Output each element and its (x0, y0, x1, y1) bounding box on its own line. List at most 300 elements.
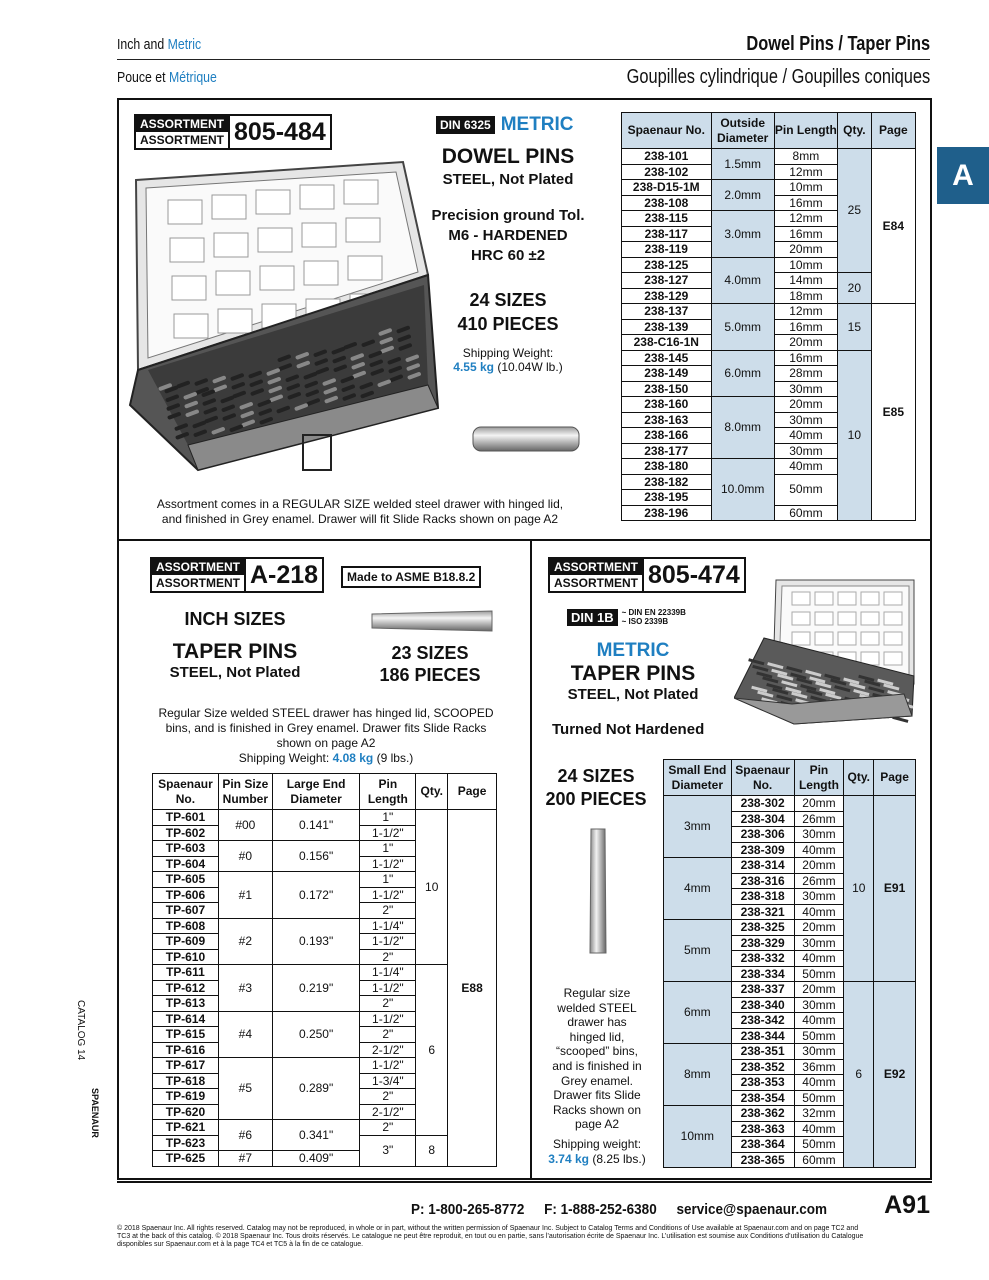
pin-length: 18mm (774, 288, 837, 304)
pin-size-number: #00 (218, 810, 272, 841)
part-number[interactable]: 238-342 (731, 1013, 794, 1029)
pin-length: 32mm (794, 1106, 844, 1122)
col-header: Pin Length (794, 760, 844, 796)
part-number[interactable]: 238-363 (731, 1121, 794, 1137)
dowel-pin-image (470, 424, 582, 454)
lid-label (815, 592, 833, 605)
pin-length: 36mm (794, 1059, 844, 1075)
pin-length: 30mm (794, 827, 844, 843)
large-end-diameter: 0.141" (272, 810, 360, 841)
section-title: Dowel Pins / Taper Pins (746, 33, 930, 55)
brand-logo: SPAENAUR (90, 1088, 100, 1138)
lid-label (344, 180, 378, 204)
part-number[interactable]: TP-620 (153, 1104, 219, 1120)
lid-label (884, 592, 902, 605)
steel-subtitle: STEEL, Not Plated (169, 664, 301, 681)
part-number[interactable]: 238-344 (731, 1028, 794, 1044)
quantity: 8 (416, 1135, 448, 1166)
inch-taper-pin-table (152, 773, 497, 1167)
part-number[interactable]: 238-101 (622, 149, 712, 165)
pin-length: 20mm (794, 920, 844, 936)
pin-length: 40mm (794, 1121, 844, 1137)
part-number[interactable]: 238-340 (731, 997, 794, 1013)
pin-length: 50mm (794, 1090, 844, 1106)
badge-label: ASSORTMENT (152, 559, 244, 575)
part-number[interactable]: 238-334 (731, 966, 794, 982)
part-number[interactable]: 238-145 (622, 350, 712, 366)
col-header: Outside Diameter (711, 113, 774, 149)
pin-length: 40mm (774, 428, 837, 444)
pin-length: 30mm (774, 381, 837, 397)
catalog-page[interactable]: E85 (871, 304, 915, 521)
lid-label (838, 612, 856, 625)
pin-length: 40mm (794, 1075, 844, 1091)
dowel-pin-table (621, 112, 916, 521)
drawer-description (540, 986, 654, 1132)
header-left-french (117, 69, 217, 86)
part-number[interactable]: 238-160 (622, 397, 712, 413)
col-header: Pin Length (774, 113, 837, 149)
asme-standard-box: Made to ASME B18.8.2 (341, 566, 481, 588)
badge-label: ASSORTMENT (554, 576, 638, 590)
small-end-diameter: 4mm (664, 858, 732, 920)
pin-size-number: #0 (218, 841, 272, 872)
lid-label (258, 228, 292, 252)
part-number[interactable]: TP-605 (153, 872, 219, 888)
part-number[interactable]: 238-177 (622, 443, 712, 459)
size-count: 23 SIZES (391, 643, 469, 663)
part-number[interactable]: 238-139 (622, 319, 712, 335)
lid-label (815, 632, 833, 645)
part-number[interactable]: 238-354 (731, 1090, 794, 1106)
pin-length: 2-1/2" (360, 1104, 416, 1120)
part-number[interactable]: 238-329 (731, 935, 794, 951)
drawer-description-line: Racks shown on (552, 1102, 642, 1117)
lid-label (218, 309, 252, 333)
pin-length: 1-1/4" (360, 965, 416, 981)
pin-length: 1" (360, 841, 416, 857)
pin-size-number: #3 (218, 965, 272, 1012)
part-number[interactable]: TP-621 (153, 1120, 219, 1136)
part-number[interactable]: TP-606 (153, 887, 219, 903)
header-metrique-text: Métrique (168, 69, 217, 86)
lid-label (170, 238, 204, 262)
catalog-page[interactable]: E88 (448, 810, 497, 1167)
drawer-description-line: welded STEEL (557, 1000, 637, 1015)
col-header: Large End Diameter (272, 774, 360, 810)
pin-size-number: #6 (218, 1120, 272, 1151)
outside-diameter: 5.0mm (711, 304, 774, 351)
outside-diameter: 10.0mm (711, 459, 774, 521)
part-number[interactable]: TP-601 (153, 810, 219, 826)
part-number[interactable]: 238-127 (622, 273, 712, 289)
din-1b-tag (567, 608, 686, 626)
col-header: Page (871, 113, 915, 149)
lid-label (792, 592, 810, 605)
part-number[interactable]: TP-609 (153, 934, 219, 950)
pin-length: 2" (360, 949, 416, 965)
pin-length: 40mm (794, 904, 844, 920)
pin-length: 1" (360, 810, 416, 826)
pin-length: 20mm (774, 242, 837, 258)
lid-label (815, 612, 833, 625)
part-number[interactable]: 238-352 (731, 1059, 794, 1075)
part-number[interactable]: 238-332 (731, 951, 794, 967)
part-number[interactable]: TP-616 (153, 1042, 219, 1058)
part-number[interactable]: TP-604 (153, 856, 219, 872)
quantity: 20 (838, 273, 872, 304)
drawer-description-line: drawer has (567, 1015, 627, 1030)
part-number[interactable]: TP-614 (153, 1011, 219, 1027)
part-number[interactable]: 238-351 (731, 1044, 794, 1060)
pin-length: 16mm (774, 195, 837, 211)
pin-length: 1-1/2" (360, 980, 416, 996)
lid-label (172, 276, 206, 300)
pin-length: 30mm (774, 443, 837, 459)
assortment-number: A-218 (250, 560, 319, 589)
large-end-diameter: 0.156" (272, 841, 360, 872)
part-number[interactable]: TP-607 (153, 903, 219, 919)
fax-number[interactable]: F: 1-888-252-6380 (544, 1201, 657, 1218)
part-number[interactable]: 238-364 (731, 1137, 794, 1153)
quantity: 10 (416, 810, 448, 965)
part-number[interactable]: 238-325 (731, 920, 794, 936)
part-number[interactable]: 238-314 (731, 858, 794, 874)
lid-label (838, 592, 856, 605)
pin-length: 1-1/2" (360, 1058, 416, 1074)
assortment-badge-805-474 (548, 557, 746, 593)
part-number[interactable]: TP-615 (153, 1027, 219, 1043)
drawer-description-3: shown on page A2 (276, 736, 376, 750)
pin-length: 2-1/2" (360, 1042, 416, 1058)
table-row (153, 810, 497, 826)
part-number[interactable]: 238-182 (622, 474, 712, 490)
lid-label (792, 612, 810, 625)
lid-label (838, 632, 856, 645)
part-number[interactable]: TP-617 (153, 1058, 219, 1074)
part-number[interactable]: 238-180 (622, 459, 712, 475)
pin-length: 1" (360, 872, 416, 888)
pin-length: 40mm (794, 951, 844, 967)
part-number[interactable]: 238-365 (731, 1152, 794, 1168)
turned-not-hardened: Turned Not Hardened (552, 721, 705, 738)
part-number[interactable]: TP-625 (153, 1151, 219, 1167)
pin-length: 50mm (794, 1137, 844, 1153)
catalog-page[interactable]: E84 (871, 149, 915, 304)
lid-label (260, 266, 294, 290)
lid-label (348, 256, 382, 280)
shipping-label: Shipping Weight: (462, 346, 554, 360)
pin-length: 1-1/2" (360, 856, 416, 872)
drawer-description-1: Regular Size welded STEEL drawer has hinged lid, SCOOPED (158, 706, 494, 720)
legal-line-1: © 2018 Spaenaur Inc. All rights reserved. Catalog may not be reproduced, in whole or in part, without the written permission of Spaenaur Inc. Subject to Catalog Terms and Conditions of Use available at Spaenaur.com and on page TC2 and (117, 1225, 859, 1232)
pin-length: 1-3/4" (360, 1073, 416, 1089)
pin-length: 1-1/2" (360, 934, 416, 950)
part-number[interactable]: 238-150 (622, 381, 712, 397)
section-title-french: Goupilles cylindrique / Goupilles coniques (626, 66, 930, 88)
pin-length: 20mm (774, 397, 837, 413)
header-left-english (117, 36, 201, 53)
col-header: Page (448, 774, 497, 810)
large-end-diameter: 0.409" (272, 1151, 360, 1167)
pin-length: 16mm (774, 319, 837, 335)
drawer-description-line: and is finished in (552, 1058, 642, 1073)
pin-length: 26mm (794, 811, 844, 827)
part-number[interactable]: TP-612 (153, 980, 219, 996)
pin-size-number: #1 (218, 872, 272, 919)
drawer-description-line: Grey enamel. (560, 1073, 634, 1088)
lid-label (884, 632, 902, 645)
outside-diameter: 6.0mm (711, 350, 774, 397)
part-number[interactable]: 238-102 (622, 164, 712, 180)
pin-length: 10mm (774, 257, 837, 273)
badge-label: ASSORTMENT (550, 559, 642, 575)
piece-count: 186 PIECES (379, 665, 481, 685)
table-row (664, 796, 916, 812)
large-end-diameter: 0.250" (272, 1011, 360, 1058)
pin-length: 20mm (794, 858, 844, 874)
metric-taper-pin-image (584, 826, 612, 956)
part-number[interactable]: TP-613 (153, 996, 219, 1012)
pin-length: 2" (360, 903, 416, 919)
inch-sizes-title: INCH SIZES (184, 609, 286, 629)
din-equivalent-1: ~ DIN EN 22339B (621, 608, 686, 617)
lid-label (861, 632, 879, 645)
part-number[interactable]: 238-C16-1N (622, 335, 712, 351)
large-end-diameter: 0.193" (272, 918, 360, 965)
part-number[interactable]: TP-603 (153, 841, 219, 857)
din-label: DIN 1B (567, 609, 618, 626)
pin-length: 40mm (794, 842, 844, 858)
pin-length: 20mm (774, 335, 837, 351)
quantity: 6 (844, 982, 874, 1168)
precision-line-3: HRC 60 ±2 (470, 247, 546, 264)
pin-length: 28mm (774, 366, 837, 382)
pin-length: 30mm (774, 412, 837, 428)
large-end-diameter: 0.172" (272, 872, 360, 919)
precision-line-1: Precision ground Tol. (431, 207, 585, 224)
table-row (153, 965, 497, 981)
small-end-diameter: 8mm (664, 1044, 732, 1106)
col-header: Pin Size Number (218, 774, 272, 810)
outside-diameter: 2.0mm (711, 180, 774, 211)
quantity: 6 (416, 965, 448, 1136)
pin-size-number: #7 (218, 1151, 272, 1167)
shipping-lb: (8.25 lbs.) (589, 1152, 646, 1166)
part-number[interactable]: TP-618 (153, 1073, 219, 1089)
pin-length: 3" (360, 1135, 416, 1166)
part-number[interactable]: 238-129 (622, 288, 712, 304)
lid-label (214, 233, 248, 257)
steel-subtitle: STEEL, Not Plated (442, 171, 574, 188)
part-number[interactable]: 238-115 (622, 211, 712, 227)
part-number[interactable]: 238-318 (731, 889, 794, 905)
small-end-diameter: 10mm (664, 1106, 732, 1168)
part-number[interactable]: 238-309 (731, 842, 794, 858)
part-number[interactable]: 238-321 (731, 904, 794, 920)
col-header: Qty. (844, 760, 874, 796)
col-header: Small End Diameter (664, 760, 732, 796)
pin-length: 12mm (774, 164, 837, 180)
size-count: 24 SIZES (469, 290, 547, 310)
badge-label: ASSORTMENT (136, 116, 228, 132)
part-number[interactable]: 238-149 (622, 366, 712, 382)
assortment-number: 805-484 (234, 117, 326, 146)
outside-diameter: 4.0mm (711, 257, 774, 304)
part-number[interactable]: 238-316 (731, 873, 794, 889)
part-number[interactable]: 238-362 (731, 1106, 794, 1122)
part-number[interactable]: TP-611 (153, 965, 219, 981)
pin-length: 20mm (794, 982, 844, 998)
metric-label: METRIC (596, 640, 670, 661)
pin-length: 30mm (794, 1044, 844, 1060)
pin-length: 14mm (774, 273, 837, 289)
badge-label: ASSORTMENT (140, 133, 224, 147)
quantity: 15 (838, 304, 872, 351)
small-end-diameter: 6mm (664, 982, 732, 1044)
part-number[interactable]: 238-D15-1M (622, 180, 712, 196)
part-number[interactable]: 238-125 (622, 257, 712, 273)
lid-label (216, 271, 250, 295)
catalog-page[interactable]: E92 (874, 982, 916, 1168)
pin-length: 1-1/2" (360, 1011, 416, 1027)
pin-length: 60mm (774, 505, 837, 521)
part-number[interactable]: TP-619 (153, 1089, 219, 1105)
part-number[interactable]: 238-304 (731, 811, 794, 827)
dowel-pins-title: DOWEL PINS (441, 145, 575, 168)
legal-line-3: disponibles sur Spaenaur.com et à la page TC4 et TC5 à la fin de ce catalogue. (117, 1241, 364, 1248)
outside-diameter: 3.0mm (711, 211, 774, 258)
part-number[interactable]: 238-119 (622, 242, 712, 258)
part-number[interactable]: TP-608 (153, 918, 219, 934)
pin-size-number: #4 (218, 1011, 272, 1058)
col-header: Pin Length (360, 774, 416, 810)
precision-line-2: M6 - HARDENED (448, 227, 568, 244)
pin-length: 30mm (794, 935, 844, 951)
part-number[interactable]: TP-610 (153, 949, 219, 965)
pin-length: 1-1/2" (360, 887, 416, 903)
part-number[interactable]: TP-602 (153, 825, 219, 841)
steel-subtitle: STEEL, Not Plated (567, 686, 699, 703)
drawer-description-2: bins, and is finished in Grey enamel. Drawer fits Slide Racks (165, 721, 487, 735)
shipping-label: Shipping weight: (552, 1137, 642, 1151)
size-count: 24 SIZES (557, 766, 635, 786)
pin-length: 2" (360, 1027, 416, 1043)
metric-taper-drawer-image (734, 576, 918, 728)
phone-number[interactable]: P: 1-800-265-8772 (411, 1201, 525, 1218)
lid-label (300, 185, 334, 209)
footer-divider (117, 1181, 932, 1183)
drawer-description-line: Drawer fits Slide (553, 1088, 641, 1103)
assortment-badge-805-484 (134, 114, 332, 150)
table-row (622, 149, 916, 165)
outside-diameter: 8.0mm (711, 397, 774, 459)
assortment-badge-a-218 (150, 557, 324, 593)
lid-label (256, 190, 290, 214)
part-number[interactable]: 238-117 (622, 226, 712, 242)
header-inch-text: Inch and (117, 36, 168, 53)
pin-length: 50mm (794, 966, 844, 982)
pin-length: 60mm (794, 1152, 844, 1168)
pin-length: 20mm (794, 796, 844, 812)
quantity: 25 (838, 149, 872, 273)
legal-notice (117, 1225, 947, 1249)
pin-length: 2" (360, 1089, 416, 1105)
footer-contact (411, 1201, 827, 1218)
lid-label (884, 652, 902, 665)
pin-length: 40mm (794, 1013, 844, 1029)
lid-label (168, 200, 202, 224)
pin-length: 8mm (774, 149, 837, 165)
pin-length: 30mm (794, 997, 844, 1013)
part-number[interactable]: 238-108 (622, 195, 712, 211)
section-tab[interactable]: A (937, 147, 989, 204)
header-metric-text: Metric (167, 36, 202, 53)
col-header: Spaenaur No. (622, 113, 712, 149)
part-number[interactable]: 238-166 (622, 428, 712, 444)
pin-length: 50mm (774, 474, 837, 505)
part-number[interactable]: 238-353 (731, 1075, 794, 1091)
legal-line-2: TC3 at the back of this catalog. © 2018 Spaenaur Inc. Tous droits réservés. Le catalogue ne peut être reproduit, en tout ou en partie, sans l’autorisation écrite de Spaenaur Inc. L’utilisation est soumise aux Conditions d’utilisation du Catalogue (117, 1233, 864, 1240)
catalog-page[interactable]: E91 (874, 796, 916, 982)
din-6325-tag (436, 114, 574, 136)
outside-diameter: 1.5mm (711, 149, 774, 180)
part-number[interactable]: 238-137 (622, 304, 712, 320)
shipping-kg: 4.55 kg (453, 360, 494, 374)
taper-pins-title: TAPER PINS (172, 640, 298, 663)
part-number[interactable]: 238-337 (731, 982, 794, 998)
page-number: A91 (884, 1191, 930, 1219)
table-row (664, 982, 916, 998)
pin-length: 12mm (774, 211, 837, 227)
header-divider (117, 59, 930, 60)
lid-label (304, 261, 338, 285)
small-end-diameter: 3mm (664, 796, 732, 858)
pin-length: 40mm (774, 459, 837, 475)
part-number[interactable]: 238-306 (731, 827, 794, 843)
lid-label (212, 195, 246, 219)
col-header: Page (874, 760, 916, 796)
taper-pins-title: TAPER PINS (570, 662, 696, 685)
part-number[interactable]: 238-195 (622, 490, 712, 506)
shipping-label: Shipping Weight: (238, 751, 333, 765)
drawer-description-line: Regular size (563, 986, 631, 1000)
small-end-diameter: 5mm (664, 920, 732, 982)
part-number[interactable]: 238-302 (731, 796, 794, 812)
dowel-pin-drawer-image (128, 160, 440, 480)
din-label: DIN 6325 (436, 116, 495, 134)
lid-label (792, 632, 810, 645)
pin-length: 2" (360, 1120, 416, 1136)
email-link[interactable]: service@spaenaur.com (676, 1201, 828, 1218)
part-number[interactable]: 238-163 (622, 412, 712, 428)
col-header: Qty. (838, 113, 872, 149)
large-end-diameter: 0.289" (272, 1058, 360, 1120)
lid-label (174, 314, 208, 338)
drawer-description-line: hinged lid, (569, 1029, 625, 1044)
pin-length: 1-1/4" (360, 918, 416, 934)
shipping-kg: 3.74 kg (548, 1152, 589, 1166)
piece-count: 410 PIECES (457, 314, 559, 334)
part-number[interactable]: 238-196 (622, 505, 712, 521)
pin-length: 10mm (774, 180, 837, 196)
table-row (622, 304, 916, 320)
part-number[interactable]: TP-623 (153, 1135, 219, 1151)
lid-label (346, 218, 380, 242)
drawer-description-1: Assortment comes in a REGULAR SIZE welded steel drawer with hinged lid, (156, 497, 564, 511)
pin-size-number: #2 (218, 918, 272, 965)
pin-length: 30mm (794, 889, 844, 905)
